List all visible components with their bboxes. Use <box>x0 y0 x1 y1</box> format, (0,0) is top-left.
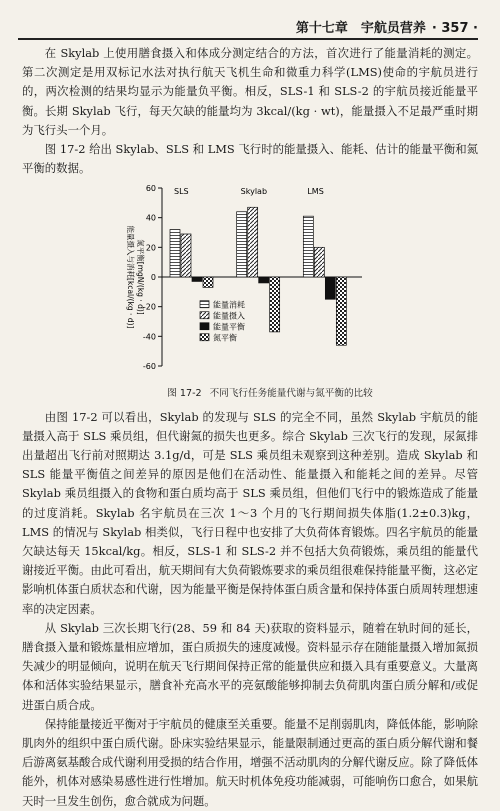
paragraph: 由图 17-2 可以看出，Skylab 的发现与 SLS 的完全不同，虽然 Skylab 宇航员的能量摄入高于 SLS 乘员组，但代谢氮的损失也更多。综合 Skylab 三次飞行的发现，尿氮排出量超出飞行前对照期达 3.1g/d，可是 SLS 乘员组未观察到这种差别。造成 Skylab 和 SLS 能量平衡值之间差异的原因是他们在活动性、能量摄入和能耗之间的差异。尽管 Skylab 乘员组摄入的食物和蛋白质均高于 SLS 乘员组，但他们飞行中的锻炼造成了能量的过度消耗。Skylab 名宇航员在三次 1～3 个月的飞行期间损失体脂(1.2±0.3)kg，LMS 的情况与 Skylab 相类似，飞行日程中也安排了大负荷体育锻炼。四名宇航员的能量欠缺达每天 15kcal/kg。相反，SLS-1 和 SLS-2 并不包括大负荷锻炼，乘员组的能量代谢接近平衡。由此可看出，航天期间有大负荷锻炼要求的乘员组很难保持能量平衡，这必定影响机体蛋白质状态和代谢，因为能量平衡是保持体蛋白质含量和保持体蛋白质周转理想速率的决定因素。 <box>22 409 478 616</box>
figure-17-2 <box>22 180 478 380</box>
y-tick-label: 60 <box>145 184 156 194</box>
y-tick-label: 0 <box>150 273 156 283</box>
bar <box>237 212 247 277</box>
legend-swatch <box>200 334 209 341</box>
bar-chart <box>22 180 478 380</box>
category-label: LMS <box>307 187 324 197</box>
figure-number: 图 17-2 <box>167 388 202 400</box>
y-tick-label: 20 <box>145 243 156 253</box>
legend-swatch <box>200 301 209 308</box>
y-axis-label-energy: 能量摄入与消耗[kcal/(kg · d)] <box>126 225 135 329</box>
page-number: · 357 · <box>431 21 478 36</box>
legend-entry: 氮平衡 <box>213 334 237 344</box>
bar <box>181 234 191 277</box>
bar <box>325 277 335 299</box>
bar <box>203 277 213 287</box>
legend-entry: 能量平衡 <box>213 323 245 333</box>
paragraph: 图 17-2 给出 Skylab、SLS 和 LMS 飞行时的能量摄入、能耗、估计的能量平衡和氮平衡的数据。 <box>22 142 478 176</box>
legend-entry: 能量摄入 <box>213 312 245 322</box>
legend-swatch <box>200 312 209 319</box>
page-body <box>22 44 478 811</box>
category-label: SLS <box>174 187 189 197</box>
paragraph: 从 Skylab 三次长期飞行(28、59 和 84 天)获取的资料显示，随着在轨时间的延长，膳食摄入量和锻炼量相应增加，蛋白质损失的速度减慢。资料显示存在随能量摄入增加氮损失减少的明显倾向，说明在航天飞行期间保持正常的能量供应和摄入具有重要意义。大量离体和活体实验结果显示，膳食补充高水平的亮氨酸能够抑制去负荷肌肉蛋白质分解和/或促进蛋白质合成。 <box>22 620 478 712</box>
bar <box>170 230 180 277</box>
running-header <box>18 14 478 40</box>
bar <box>248 208 258 278</box>
figure-caption-text: 不同飞行任务能量代谢与氮平衡的比较 <box>209 388 373 400</box>
paragraph: 在 Skylab 上使用膳食摄入和体成分测定结合的方法，首次进行了能量消耗的测定。第二次测定是用双标记水法对执行航天飞机生命和微重力科学(LMS)使命的宇航员进行的，两次检测的结果均显示为能量负平衡。相反，SLS-1 和 SLS-2 的宇航员接近能量平衡。长期 Skylab 飞行，每天欠缺的能量均为 3kcal/(kg · wt)，能量摄入不足最严重时期为飞行头一个月。 <box>22 46 478 137</box>
bar <box>336 277 346 345</box>
bar <box>314 248 324 278</box>
y-tick-label: 40 <box>145 214 156 224</box>
bar <box>192 277 202 281</box>
legend-swatch <box>200 323 209 330</box>
y-tick-label: -40 <box>142 332 156 342</box>
bar <box>303 217 313 278</box>
y-tick-label: -60 <box>142 362 156 372</box>
paragraph: 保持能量接近平衡对于宇航员的健康至关重要。能量不足削弱肌肉，降低体能，影响除肌肉外的组织中蛋白质代谢。卧床实验结果显示，能量限制通过更高的蛋白质分解代谢和餐后游离氨基酸合成代谢利用受损的结合作用，增强不活动肌肉的分解代谢反应。除了降低体能外，机体对感染易感性进行性增加。航天时机体免疫功能减弱，可能响伤口愈合，如果航天时一旦发生创伤，愈合就成为问题。 <box>22 716 478 808</box>
bar <box>259 277 269 283</box>
legend-entry: 能量消耗 <box>213 301 245 311</box>
bar <box>270 277 280 332</box>
category-label: Skylab <box>240 187 268 197</box>
y-tick-label: -20 <box>142 303 156 313</box>
figure-caption <box>62 384 478 403</box>
chapter-title: 第十七章 宇航员营养 <box>295 21 426 36</box>
y-axis-label-nitrogen: 氮平衡[mgN/(kg · d)] <box>136 239 145 316</box>
